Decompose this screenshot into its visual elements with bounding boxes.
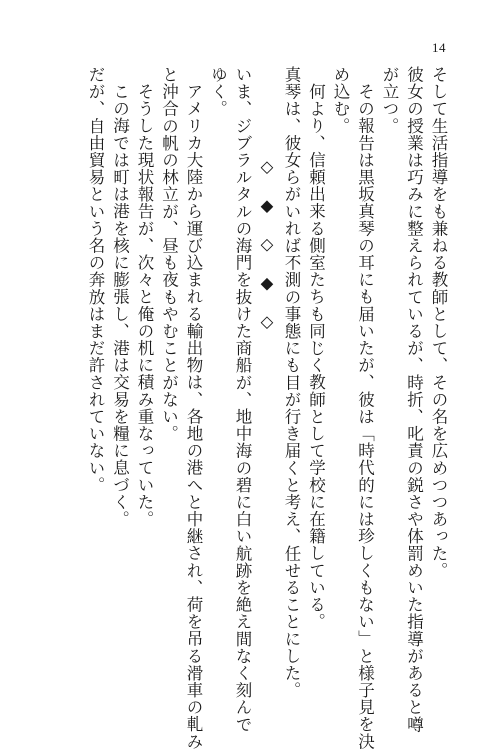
text-line: 彼女の授業は巧みに整えられているが、時折、叱責の鋭さや体罰めいた指導があると噂	[404, 66, 424, 733]
section-separator: ◇◆◇◆◇	[257, 156, 277, 351]
text-line: ゆく。	[208, 66, 228, 118]
paragraph	[107, 66, 132, 666]
text-line: 何より、信頼出来る側室たちも同じく教師として学校に在籍している。	[306, 82, 326, 630]
text-line: 真琴は、彼女らがいれば不測の事態にも目が行き届くと考え、任せることにした。	[282, 66, 301, 699]
text-line: が立つ。	[380, 66, 399, 135]
paragraph	[279, 66, 304, 699]
text-line: そして生活指導をも兼ねる教師として、その名を広めつつあった。	[429, 66, 448, 579]
paragraph	[83, 66, 108, 666]
paragraph	[205, 66, 254, 733]
paragraph	[132, 66, 157, 666]
text-line: いま、ジブラルタルの海門を抜けた商船が、地中海の碧に白い航跡を絶え間なく刻んで	[233, 66, 252, 733]
text-line: その報告は黒坂真琴の耳にも届いたが、彼は「時代的には珍しくもない」と様子見を決	[355, 82, 375, 749]
vertical-text-body	[83, 66, 451, 749]
text-line: そうした現状報告が、次々と俺の机に積み重なっていた。	[135, 82, 154, 528]
text-line: アメリカ大陸から運び込まれる輸出物は、各地の港へと中継され、荷を吊る滑車の軋み	[184, 82, 203, 749]
text-line: め込む。	[331, 66, 350, 135]
text-line: と沖合の帆の林立が、昼も夜もやむことがない。	[159, 66, 179, 443]
paragraph	[303, 66, 328, 666]
section-1	[279, 66, 451, 749]
page-number: 14	[432, 40, 446, 55]
paragraph	[377, 66, 451, 733]
paragraph	[156, 66, 205, 749]
text-line: この海では町は港を核に膨張し、港は交易を糧に息づく。	[110, 82, 130, 528]
paragraph	[328, 66, 377, 749]
text-line: だが、自由貿易という名の奔放はまだ許されていない。	[86, 66, 105, 494]
section-2	[83, 66, 255, 749]
